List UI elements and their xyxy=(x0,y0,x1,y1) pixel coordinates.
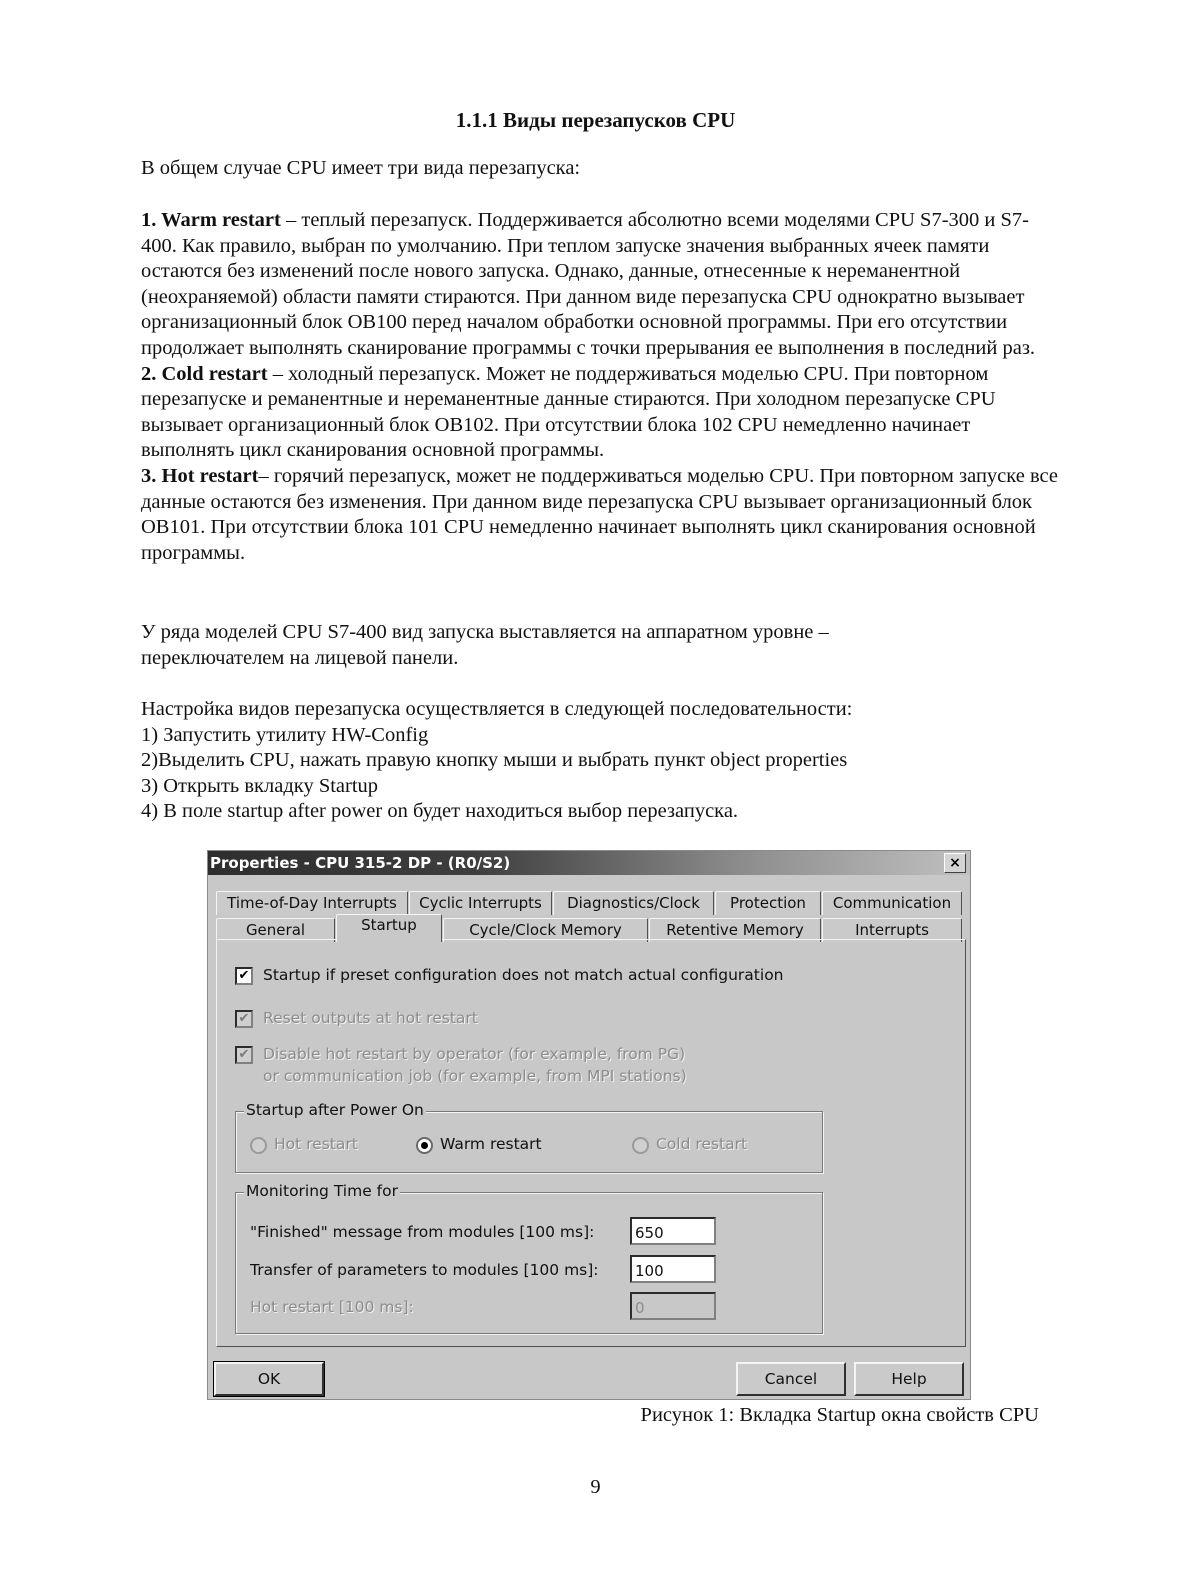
disable-hot-restart-checkbox[interactable]: ✔ xyxy=(235,1046,253,1064)
transfer-parameters-label: Transfer of parameters to modules [100 ms]: xyxy=(250,1261,599,1279)
hot-restart-time-input[interactable]: 0 xyxy=(630,1292,716,1320)
disable-hot-restart-label-1: Disable hot restart by operator (for example, from PG) xyxy=(263,1045,686,1063)
intro-paragraph xyxy=(141,156,1061,182)
steps-intro: Настройка видов перезапуска осуществляется в следующей последовательности: xyxy=(141,698,853,720)
step-item: 4) В поле startup after power on будет находиться выбор перезапуска. xyxy=(141,800,739,823)
tab-protection[interactable]: Protection xyxy=(715,891,821,915)
reset-outputs-label: Reset outputs at hot restart xyxy=(263,1009,478,1027)
disable-hot-restart-label-2: or communication job (for example, from MPI stations) xyxy=(263,1067,687,1085)
tab-retentive-memory[interactable]: Retentive Memory xyxy=(649,918,821,942)
cancel-button[interactable]: Cancel xyxy=(736,1362,846,1396)
hot-restart-radio-label: Hot restart xyxy=(274,1135,358,1153)
startup-mismatch-label: Startup if preset configuration does not match actual configuration xyxy=(263,966,784,984)
warm-restart-radio[interactable] xyxy=(416,1137,433,1154)
close-button[interactable]: × xyxy=(944,853,966,873)
s7400-note-text: У ряда моделей CPU S7-400 вид запуска выставляется на аппаратном уровне – переключателем на лицевой панели. xyxy=(141,621,829,669)
tab-communication[interactable]: Communication xyxy=(822,891,962,915)
reset-outputs-checkbox[interactable]: ✔ xyxy=(235,1010,253,1028)
properties-dialog xyxy=(207,850,971,1400)
tab-cyclic-interrupts[interactable]: Cyclic Interrupts xyxy=(409,891,552,915)
step-item: 2)Выделить CPU, нажать правую кнопку мыши и выбрать пункт object properties xyxy=(141,749,848,772)
finished-message-input[interactable]: 650 xyxy=(630,1217,716,1245)
startup-after-power-on-group xyxy=(235,1101,823,1173)
restart-item-hot xyxy=(141,464,1061,566)
tab-startup[interactable]: Startup xyxy=(336,914,442,942)
tab-general[interactable]: General xyxy=(216,918,335,942)
monitoring-time-group xyxy=(235,1182,823,1334)
restart-item-text: – горячий перезапуск, может не поддерживаться моделью CPU. При повторном запуске все данные остаются без изменения. При данном виде перезапуска CPU вызывает организационный блок OB101. При отсутствии блока 101 CPU немедленно начинает выполнять цикл сканирования основной программы. xyxy=(141,464,1058,564)
group-title: Startup after Power On xyxy=(246,1101,424,1119)
figure-caption: Рисунок 1: Вкладка Startup окна свойств CPU xyxy=(640,1404,1039,1426)
restart-item-warm xyxy=(141,208,1061,362)
dialog-title: Properties - CPU 315-2 DP - (R0/S2) xyxy=(210,854,511,872)
warm-restart-radio-label: Warm restart xyxy=(440,1135,542,1153)
startup-mismatch-checkbox[interactable]: ✔ xyxy=(235,967,253,985)
restart-item-title: 1. Warm restart xyxy=(141,209,281,231)
startup-tab-panel xyxy=(216,939,966,1347)
restart-types-list xyxy=(141,208,1061,566)
section-heading: 1.1.1 Виды перезапусков CPU xyxy=(455,108,736,132)
restart-item-cold xyxy=(141,362,1061,464)
help-button[interactable]: Help xyxy=(854,1362,964,1396)
restart-item-title: 3. Hot restart xyxy=(141,464,259,487)
tab-interrupts[interactable]: Interrupts xyxy=(822,918,962,942)
dialog-title-bar xyxy=(208,851,970,875)
transfer-parameters-input[interactable]: 100 xyxy=(630,1255,716,1283)
s7400-note-paragraph xyxy=(141,620,931,671)
step-item: 1) Запустить утилиту HW-Config xyxy=(141,723,429,746)
hot-restart-radio[interactable] xyxy=(250,1137,267,1154)
tab-time-of-day-interrupts[interactable]: Time-of-Day Interrupts xyxy=(216,891,408,915)
cold-restart-radio-label: Cold restart xyxy=(656,1135,748,1153)
restart-item-text: – холодный перезапуск. Может не поддерживаться моделью CPU. При повторном перезапуске и реманентные и нереманентные данные стираются. При холодном перезапуске CPU вызывает организационный блок OB102. При отсутствии блока 102 CPU немедленно начинает выполнять цикл сканирования основной программы. xyxy=(141,362,996,462)
tab-cycle-clock-memory[interactable]: Cycle/Clock Memory xyxy=(443,918,648,942)
finished-message-label: "Finished" message from modules [100 ms]: xyxy=(250,1223,595,1241)
restart-item-title: 2. Cold restart xyxy=(141,362,268,385)
intro-text: В общем случае CPU имеет три вида перезапуска: xyxy=(141,157,581,179)
cold-restart-radio[interactable] xyxy=(632,1137,649,1154)
radio-selected-dot xyxy=(421,1142,428,1149)
page-number: 9 xyxy=(590,1476,601,1498)
tab-diagnostics-clock[interactable]: Diagnostics/Clock xyxy=(553,891,714,915)
restart-item-text: – теплый перезапуск. Поддерживается абсолютно всеми моделями CPU S7-300 и S7-400. Как правило, выбран по умолчанию. При теплом запуске значения выбранных ячеек памяти остаются без изменений после нового запуска. Однако, данные, отнесенные к нереманентной (неохраняемой) области памяти стираются. При данном виде перезапуска CPU однократно вызывает организационный блок OB100 перед началом обработки основной программы. При его отсутствии продолжает выполнять сканирование программы с точки прерывания ее выполнения в последний раз. xyxy=(141,209,1036,359)
group-title: Monitoring Time for xyxy=(246,1182,398,1200)
step-item: 3) Открыть вкладку Startup xyxy=(141,774,379,797)
ok-button[interactable]: OK xyxy=(214,1362,324,1396)
hot-restart-time-label: Hot restart [100 ms]: xyxy=(250,1298,414,1316)
steps-list xyxy=(141,697,1061,825)
